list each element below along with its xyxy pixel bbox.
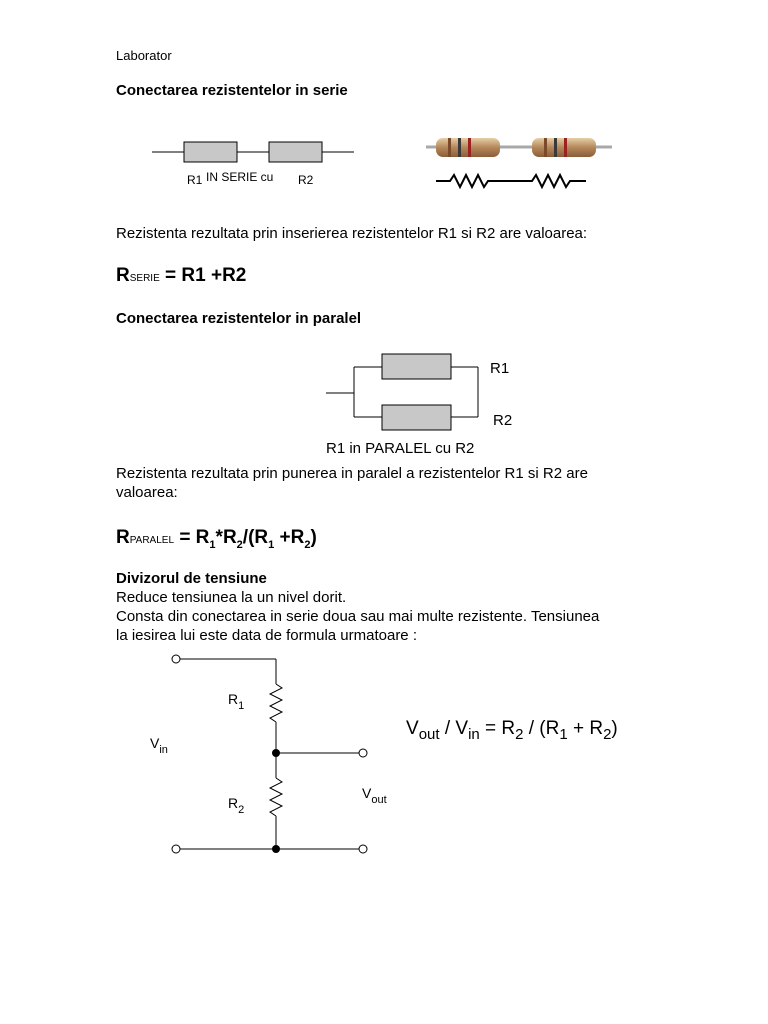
r1-label: $R_1$	[228, 691, 245, 712]
series-section-title: Conectarea rezistentelor in serie	[116, 82, 348, 99]
parallel-description: Rezistenta rezultata prin punerea in paralel a rezistentelor R1 si R2 are valoarea:	[116, 465, 588, 501]
r2-resistor-symbol	[270, 778, 282, 816]
r2-label: $R_2$	[228, 795, 245, 816]
series-resistor-diagram	[140, 130, 380, 190]
divider-line1: Reduce tensiunea la un nivel dorit.	[116, 589, 347, 606]
ground-junction	[272, 845, 280, 853]
r2-resistor-box	[269, 142, 322, 162]
parallel-r2-box	[382, 405, 451, 430]
parallel-section-title: Conectarea rezistentelor in paralel	[116, 310, 362, 327]
divider-line3: la iesirea lui este data de formula urmatoare :	[116, 627, 417, 644]
divider-title: Divizorul de tensiune	[116, 570, 267, 587]
series-caption: IN SERIE cu	[206, 170, 274, 184]
vout-terminal	[359, 749, 367, 757]
series-r2-label: R2	[298, 173, 314, 187]
parallel-r1-label: R1	[490, 360, 510, 377]
parallel-caption: R1 in PARALEL cu R2	[326, 440, 475, 457]
vin-top-terminal	[172, 655, 180, 663]
vin-label: $V_{in}$	[150, 735, 168, 756]
vout-bottom-terminal	[359, 845, 367, 853]
divider-section	[116, 569, 599, 645]
divider-line2: Consta din conectarea in serie doua sau mai multe rezistente. Tensiunea	[116, 608, 600, 625]
r1-resistor-symbol	[270, 684, 282, 722]
r1-resistor-box	[184, 142, 237, 162]
divider-formula: $V_{out} / V_{in} = R_2 / (R_1 + R_2)$	[406, 718, 618, 743]
vin-bottom-terminal	[172, 845, 180, 853]
voltage-divider-circuit	[150, 648, 720, 863]
series-description: Rezistenta rezultata prin inserierea rezistentelor R1 si R2 are valoarea:	[116, 225, 588, 242]
parallel-formula: RPARALEL = $R_1*R_2/(R_1 +R_2)$	[116, 527, 317, 551]
series-formula: RSERIE = R1 +R2	[116, 265, 247, 286]
series-r1-label: R1	[187, 173, 203, 187]
parallel-resistor-diagram	[320, 345, 530, 460]
vout-label: $V_{out}$	[362, 785, 387, 806]
document-header: Laborator	[116, 48, 172, 63]
resistor-photo	[426, 134, 612, 192]
parallel-r1-box	[382, 354, 451, 379]
parallel-r2-label: R2	[493, 412, 513, 429]
